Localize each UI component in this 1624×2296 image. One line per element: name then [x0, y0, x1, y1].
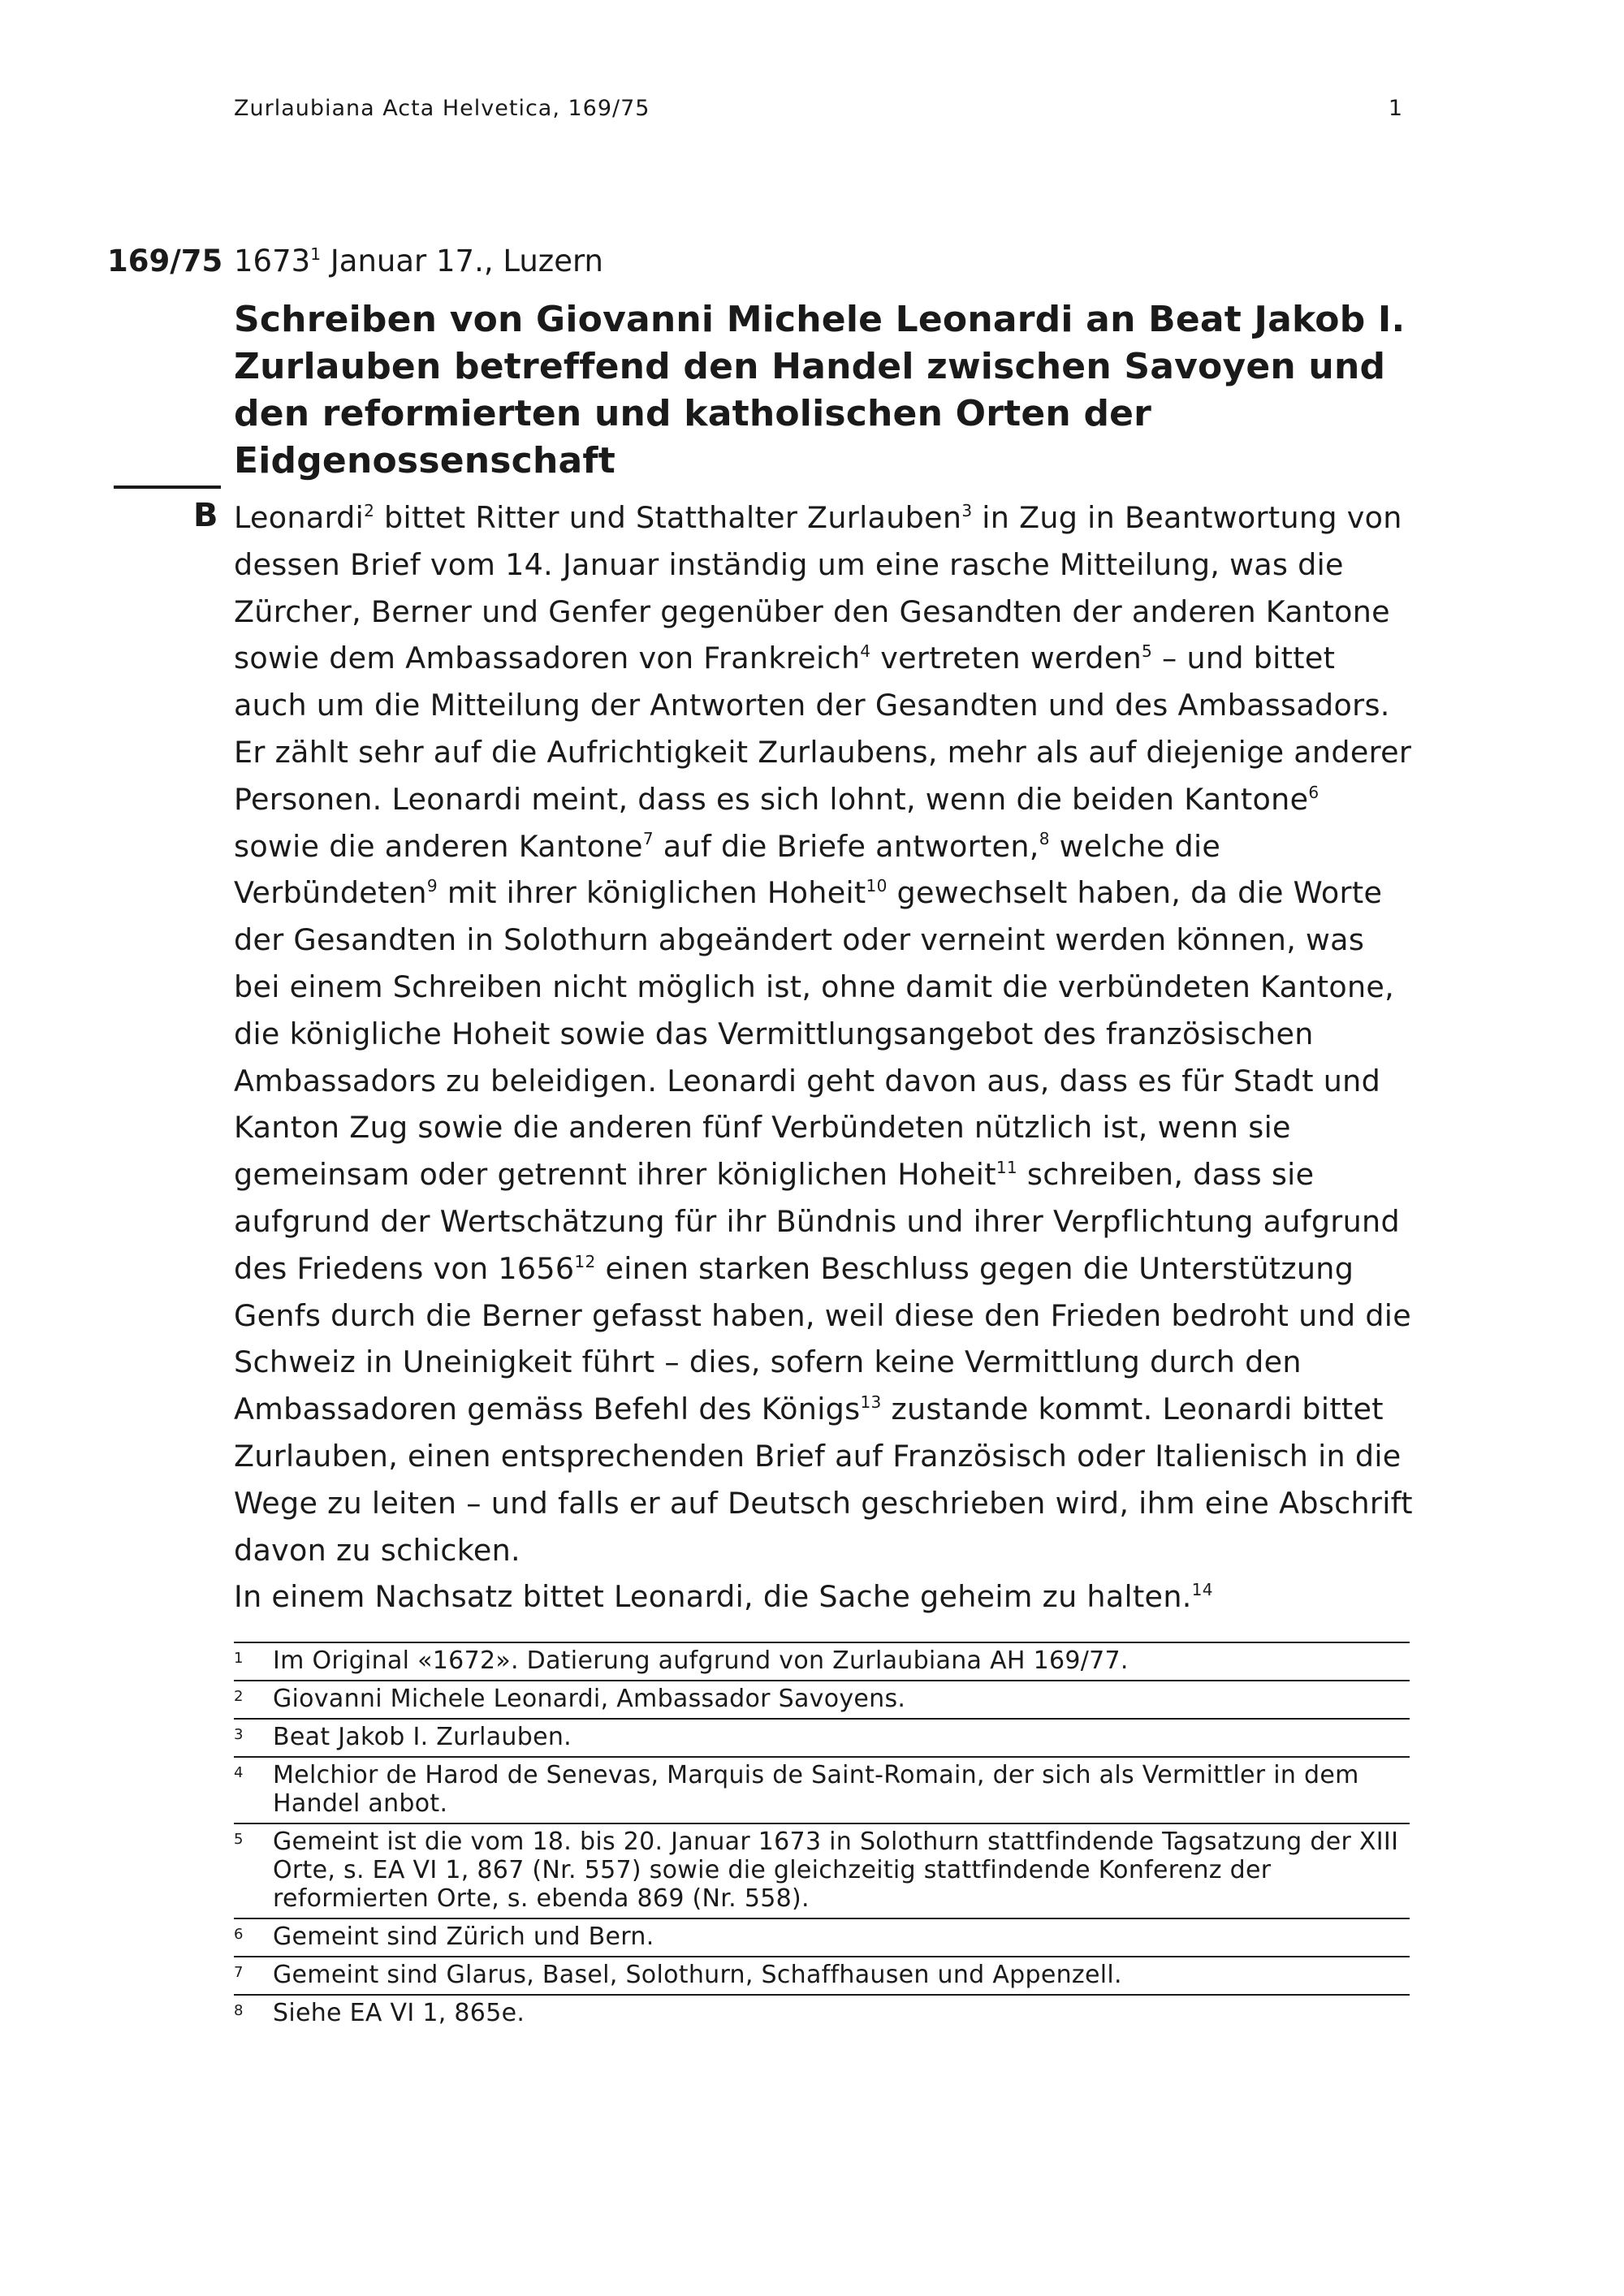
- body-text-run: in Zug in Beantwortung von dessen Brief vom 14. Januar inständig um eine rasche Mitteilung, was die Zürcher, Berner und Genfer gegenüber den Gesandten der anderen Kantone sowie dem Ambassadoren von Frankreich: [234, 500, 1402, 676]
- footnote-number: 4: [234, 1764, 244, 1781]
- body-text-run: mit ihrer königlichen Hoheit: [437, 875, 866, 911]
- body-text-run: gewechselt haben, da die Worte der Gesandten in Solothurn abgeändert oder verneint werden können, was bei einem Schreiben nicht möglich ist, ohne damit die verbündeten Kantone, die königliche Hoheit sowie das Vermittlungsangebot des französischen Ambassadors zu beleidigen. Leonardi geht davon aus, dass es für Stadt und Kanton Zug sowie die anderen fünf Verbündeten nützlich ist, wenn sie gemeinsam oder getrennt ihrer königlichen Hoheit: [234, 875, 1395, 1193]
- footnote-ref: 7: [642, 829, 654, 849]
- date-year: 1673: [234, 244, 311, 278]
- body-text-run: welche die Verbündeten: [234, 828, 1221, 911]
- footnote-ref: 2: [364, 500, 375, 520]
- source-marker: B: [193, 497, 218, 534]
- body-text-run: Leonardi: [234, 500, 365, 535]
- body-text-run: auf die Briefe antworten,: [653, 828, 1039, 864]
- footnote-text: Melchior de Harod de Senevas, Marquis de Saint-Romain, der sich als Vermittler in dem Handel anbot.: [273, 1761, 1359, 1818]
- footnote-number: 2: [234, 1688, 244, 1705]
- footnote: [234, 1756, 1410, 1823]
- running-title: Zurlaubiana Acta Helvetica, 169/75: [234, 96, 650, 121]
- footnote-ref: 6: [1308, 782, 1320, 802]
- body-text-run: vertreten werden: [870, 641, 1142, 676]
- footnote-ref: 3: [961, 500, 973, 520]
- body-text-run: bittet Ritter und Statthalter Zurlauben: [374, 500, 962, 535]
- footnote: [234, 1718, 1410, 1756]
- body-text: [234, 494, 1413, 1621]
- date-footnote-ref: 1: [310, 244, 322, 264]
- footnote: [234, 1823, 1410, 1918]
- footnote-text: Gemeint sind Glarus, Basel, Solothurn, Schaffhausen und Appenzell.: [273, 1961, 1122, 1989]
- footnote-text: Im Original «1672». Datierung aufgrund von Zurlaubiana AH 169/77.: [273, 1646, 1129, 1675]
- footnote-text: Gemeint sind Zürich und Bern.: [273, 1923, 654, 1951]
- footnote-text: Siehe EA VI 1, 865e.: [273, 1999, 525, 2027]
- footnote-ref: 10: [866, 876, 888, 896]
- body-paragraph: [234, 1573, 1413, 1621]
- body-paragraph: [234, 494, 1413, 1573]
- footnote-text: Gemeint ist die vom 18. bis 20. Januar 1673 in Solothurn stattfindende Tagsatzung der XIII Orte, s. EA VI 1, 867 (Nr. 557) sowie die gleichzeitig stattfindende Konferenz der reformierten Orte, s. ebenda 869 (Nr. 558).: [273, 1828, 1399, 1913]
- footnote: [234, 1642, 1410, 1680]
- footnote-number: 6: [234, 1926, 244, 1943]
- footnote: [234, 1680, 1410, 1718]
- document-date: [234, 244, 603, 278]
- footnote-number: 5: [234, 1831, 244, 1848]
- footnote-text: Giovanni Michele Leonardi, Ambassador Savoyens.: [273, 1685, 906, 1713]
- footnote-text: Beat Jakob I. Zurlauben.: [273, 1723, 572, 1751]
- document-number: 169/75: [107, 244, 223, 278]
- footnotes-section: [234, 1642, 1410, 2032]
- footnote-ref: 4: [860, 641, 871, 662]
- body-text-run: zustande kommt. Leonardi bittet Zurlauben, einen entsprechenden Brief auf Französisch oder Italienisch in die Wege zu leiten – und falls er auf Deutsch geschrieben wird, ihm eine Abschrift davon zu schicken.: [234, 1392, 1413, 1568]
- footnote-ref: 11: [996, 1158, 1017, 1177]
- footnote-ref: 5: [1142, 641, 1153, 662]
- date-place: Januar 17., Luzern: [321, 244, 603, 278]
- footnote-ref: 14: [1191, 1580, 1213, 1600]
- document-title: Schreiben von Giovanni Michele Leonardi an Beat Jakob I. Zurlauben betreffend den Handel zwischen Savoyen und den reformierten und katholischen Orten der Eidgenossenschaft: [234, 299, 1406, 481]
- footnote-ref: 13: [860, 1392, 882, 1412]
- running-header: [234, 96, 1403, 121]
- footnote-number: 1: [234, 1650, 244, 1667]
- body-text-run: In einem Nachsatz bittet Leonardi, die Sache geheim zu halten.: [234, 1579, 1192, 1615]
- footnote: [234, 1918, 1410, 1956]
- footnote-ref: 8: [1039, 829, 1050, 849]
- footnote-ref: 9: [426, 876, 438, 896]
- footnote-number: 3: [234, 1726, 244, 1743]
- margin-rule: [114, 486, 221, 489]
- footnote-number: 8: [234, 2002, 244, 2019]
- footnote: [234, 1956, 1410, 1994]
- body-text-run: sowie die anderen Kantone: [234, 828, 643, 864]
- body-text-run: – und bittet auch um die Mitteilung der Antworten der Gesandten und des Ambassadors. Er zählt sehr auf die Aufrichtigkeit Zurlaubens, mehr als auf diejenige anderer Personen. Leonardi meint, dass es sich lohnt, wenn die beiden Kantone: [234, 641, 1412, 817]
- body-text-run: einen starken Beschluss gegen die Unterstützung Genfs durch die Berner gefasst haben, weil diese den Frieden bedroht und die Schweiz in Uneinigkeit führt – dies, sofern keine Vermittlung durch den Ambassadoren gemäss Befehl des Königs: [234, 1250, 1412, 1427]
- footnote-ref: 12: [574, 1251, 596, 1271]
- page-number: 1: [1388, 96, 1403, 121]
- footnote: [234, 1994, 1410, 2032]
- body-text-run: schreiben, dass sie aufgrund der Wertschätzung für ihr Bündnis und ihrer Verpflichtung aufgrund des Friedens von 1656: [234, 1157, 1400, 1286]
- footnote-number: 7: [234, 1964, 244, 1981]
